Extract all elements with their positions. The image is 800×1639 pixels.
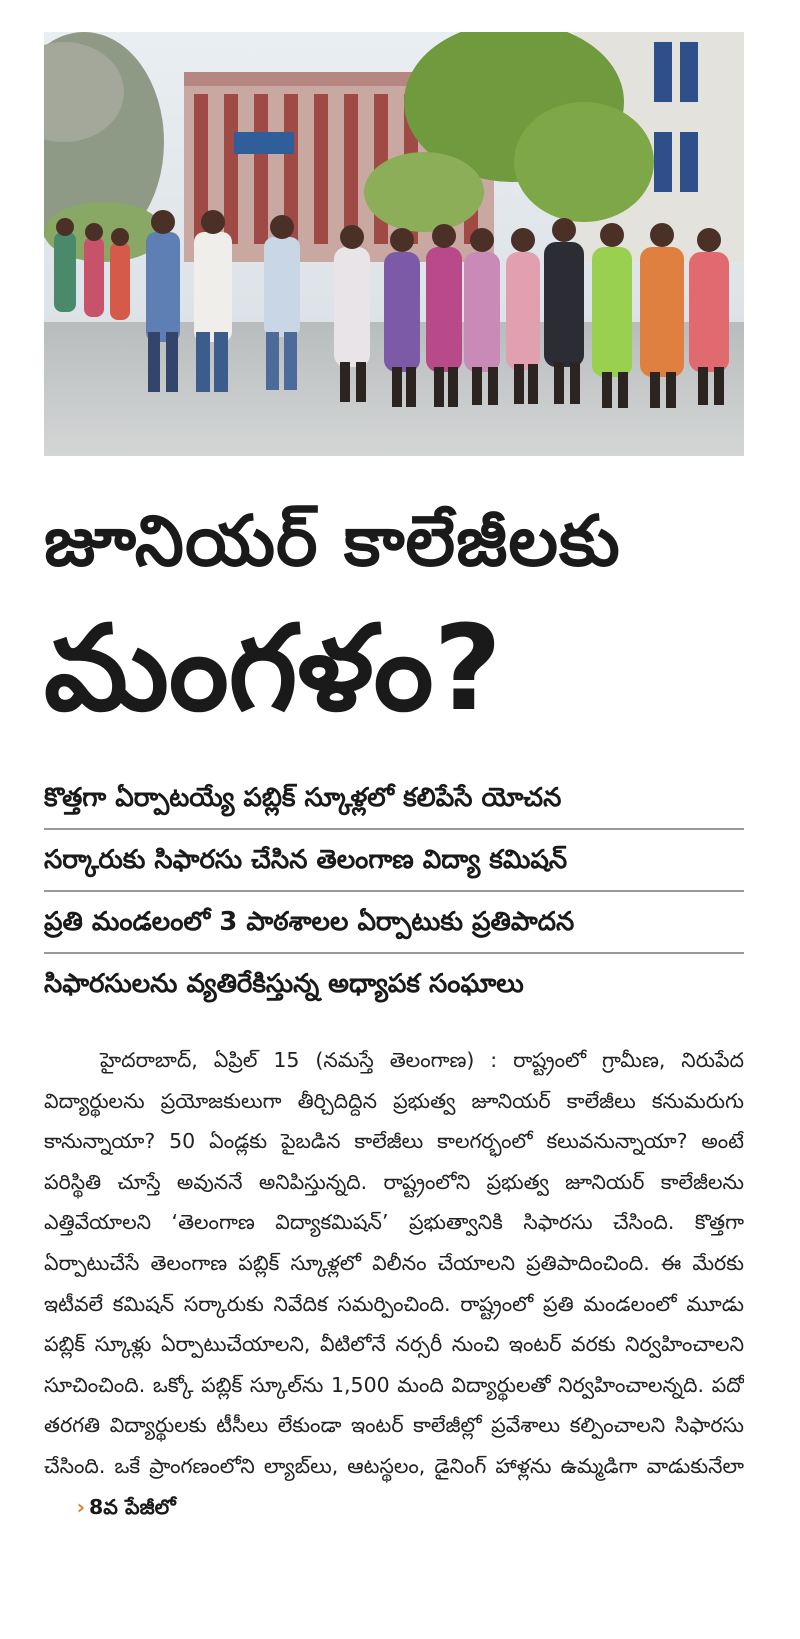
article-body (44, 1040, 744, 1600)
students-walking-photo (44, 32, 744, 456)
continued-label: 8వ పేజీలో (89, 1494, 176, 1519)
article-body-text: హైదరాబాద్, ఏప్రిల్ 15 (నమస్తే తెలంగాణ) : రాష్ట్రంలో గ్రామీణ, నిరుపేద విద్యార్థులను ప్రయోజకులుగా తీర్చిదిద్దిన ప్రభుత్వ జూనియర్ కాలేజీలు కనుమరుగు కానున్నాయా? 50 ఏండ్లకు పైబడిన కాలేజీలు కాలగర్భంలో కలువనున్నాయా? అంటే పరిస్థితి చూస్తే అవుననే అనిపిస్తున్నది. రాష్ట్రంలోని ప్రభుత్వ జూనియర్ కాలేజీలను ఎత్తివేయాలని ‘తెలంగాణ విద్యాకమిషన్’ ప్రభుత్వానికి సిఫారసు చేసింది. కొత్తగా ఏర్పాటుచేసే తెలంగాణ పబ్లిక్ స్కూళ్లలో విలీనం చేయాలని ప్రతిపాదించింది. ఈ మేరకు ఇటీవలే కమిషన్ సర్కారుకు నివేదిక సమర్పించింది. రాష్ట్రంలో ప్రతి మండలంలో మూడు పబ్లిక్ స్కూళ్లు ఏర్పాటుచేయాలని, వీటిలోనే నర్సరీ నుంచి ఇంటర్ వరకు నిర్వహించాలని సూచించింది. ఒక్కో పబ్లిక్ స్కూల్‌ను 1,500 మంది విద్యార్థులతో నిర్వహించాలన్నది. పదో తరగతి విద్యార్థులకు టీసీలు లేకుండా ఇంటర్ కాలేజీల్లో ప్రవేశాలు కల్పించాలని సిఫారసు చేసింది. ఒకే ప్రాంగణంలోని ల్యాబ్‌లు, ఆటస్థలం, డైనింగ్ హాళ్లను ఉమ్మడిగా వాడుకునేలా (44, 1048, 744, 1478)
continued-on-page (77, 1495, 176, 1519)
deck-line-4: సిఫారసులను వ్యతిరేకిస్తున్న అధ్యాపక సంఘాలు (44, 969, 524, 999)
headline-line-2: మంగళం? (44, 599, 502, 737)
subheadline-decks (44, 768, 744, 1016)
news-photo (44, 32, 744, 456)
deck-line-2: సర్కారుకు సిఫారసు చేసిన తెలంగాణ విద్యా కమిషన్ (44, 830, 744, 892)
continue-arrow-icon: › (76, 1494, 86, 1519)
headline-line-1: జూనియర్ కాలేజీలకు (44, 500, 621, 582)
deck-line-3: ప్రతి మండలంలో 3 పాఠశాలల ఏర్పాటుకు ప్రతిపాదన (44, 892, 744, 954)
deck-line-1: కొత్తగా ఏర్పాటయ్యే పబ్లిక్ స్కూళ్లలో కలిపేసే యోచన (44, 768, 744, 830)
